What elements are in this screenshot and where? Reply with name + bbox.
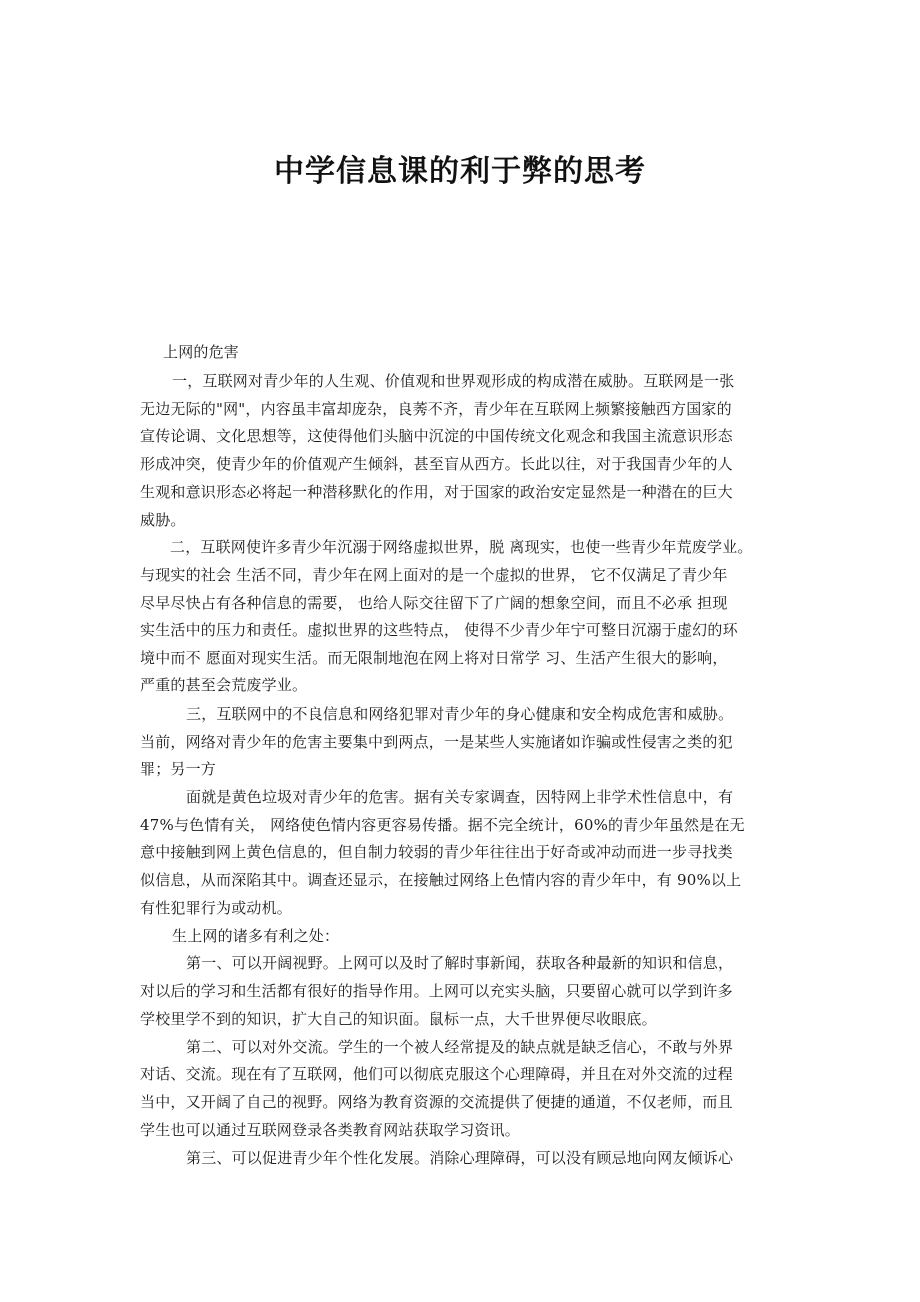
paragraph-line: 意中接触到网上黄色信息的，但自制力较弱的青少年往往出于好奇或冲动而进一步寻找类 bbox=[140, 843, 733, 861]
paragraph-line: 学生也可以通过互联网登录各类教育网站获取学习资讯。 bbox=[140, 1121, 521, 1139]
section-heading-benefits: 生上网的诸多有利之处： bbox=[172, 927, 340, 945]
paragraph-line: 当前，网络对青少年的危害主要集中到两点，一是某些人实施诸如诈骗或性侵害之类的犯 bbox=[140, 733, 733, 751]
paragraph-line: 境中而不 愿面对现实生活。而无限制地泡在网上将对日常学 习、生活产生很大的影响， bbox=[140, 649, 728, 667]
paragraph-line: 对话、交流。现在有了互联网，他们可以彻底克服这个心理障碍，并且在对外交流的过程 bbox=[140, 1065, 733, 1083]
paragraph-line: 面就是黄色垃圾对青少年的危害。据有关专家调查，因特网上非学术性信息中，有 bbox=[186, 788, 734, 806]
paragraph-line: 与现实的社会 生活不同，青少年在网上面对的是一个虚拟的世界， 它不仅满足了青少年 bbox=[140, 566, 728, 584]
paragraph-line: 当中，又开阔了自己的视野。网络为教育资源的交流提供了便捷的通道，不仅老师，而且 bbox=[140, 1093, 733, 1111]
document-title: 中学信息课的利于弊的思考 bbox=[274, 154, 646, 189]
paragraph-line: 罪；另一方 bbox=[140, 760, 217, 778]
paragraph-line: 生观和意识形态必将起一种潜移默化的作用，对于国家的政治安定显然是一种潜在的巨大 bbox=[140, 483, 733, 501]
paragraph-line: 尽早尽快占有各种信息的需要， 也给人际交往留下了广阔的想象空间，而且不必承 担现 bbox=[140, 594, 728, 612]
paragraph-line: 无边无际的"网"，内容虽丰富却庞杂，良莠不齐，青少年在互联网上频繁接触西方国家的 bbox=[140, 400, 732, 418]
paragraph-line: 二，互联网使许多青少年沉溺于网络虚拟世界，脱 离现实，也使一些青少年荒废学业。 bbox=[170, 538, 753, 556]
paragraph-line: 实生活中的压力和责任。虚拟世界的这些特点， 使得不少青少年宁可整日沉溺于虚幻的环 bbox=[140, 621, 738, 639]
paragraph-line: 有性犯罪行为或动机。 bbox=[140, 899, 293, 917]
section-heading-harms: 上网的危害 bbox=[163, 343, 240, 361]
paragraph-line: 一，互联网对青少年的人生观、价值观和世界观形成的构成潜在威胁。互联网是一张 bbox=[172, 372, 735, 390]
paragraph-line: 47%与色情有关， 网络使色情内容更容易传播。据不完全统计，60%的青少年虽然是在无 bbox=[140, 816, 745, 834]
paragraph-line: 似信息，从而深陷其中。调查还显示，在接触过网络上色情内容的青少年中，有 90%以上 bbox=[140, 871, 742, 889]
paragraph-line: 宣传论调、文化思想等，这使得他们头脑中沉淀的中国传统文化观念和我国主流意识形态 bbox=[140, 427, 733, 445]
paragraph-line: 严重的甚至会荒废学业。 bbox=[140, 676, 308, 694]
paragraph-line: 第三、可以促进青少年个性化发展。消除心理障碍，可以没有顾忌地向网友倾诉心 bbox=[186, 1149, 734, 1167]
paragraph-line: 形成冲突，使青少年的价值观产生倾斜，甚至盲从西方。长此以往，对于我国青少年的人 bbox=[140, 455, 733, 473]
paragraph-line: 学校里学不到的知识，扩大自己的知识面。鼠标一点，大千世界便尽收眼底。 bbox=[140, 1010, 657, 1028]
paragraph-line: 威胁。 bbox=[140, 511, 186, 529]
paragraph-line: 对以后的学习和生活都有很好的指导作用。上网可以充实头脑，只要留心就可以学到许多 bbox=[140, 982, 733, 1000]
paragraph-line: 第一、可以开阔视野。上网可以及时了解时事新闻，获取各种最新的知识和信息， bbox=[186, 954, 734, 972]
paragraph-line: 三，互联网中的不良信息和网络犯罪对青少年的身心健康和安全构成危害和威胁。 bbox=[186, 705, 734, 723]
paragraph-line: 第二、可以对外交流。学生的一个被人经常提及的缺点就是缺乏信心，不敢与外界 bbox=[186, 1038, 734, 1056]
